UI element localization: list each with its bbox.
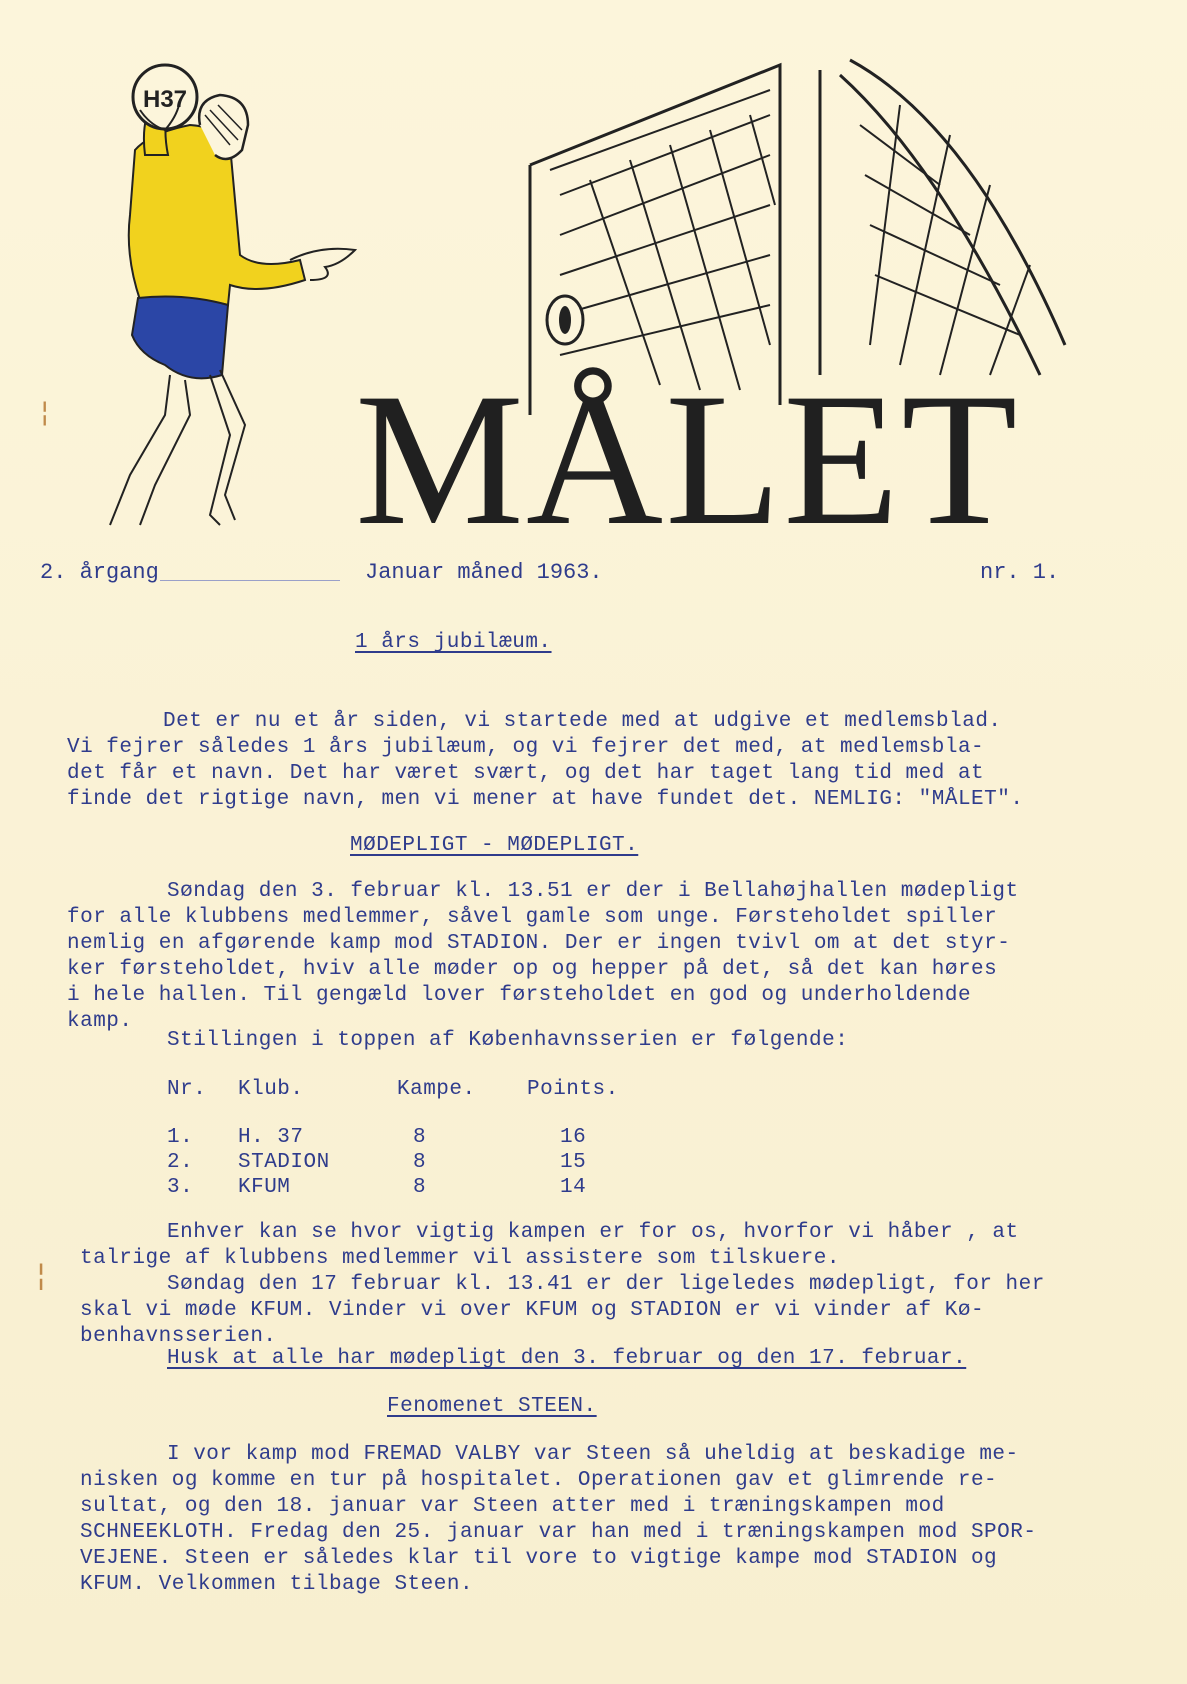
steen-heading: Fenomenet STEEN. <box>387 1395 597 1418</box>
jubilee-heading: 1 års jubilæum. <box>355 631 552 654</box>
masthead-title: MÅLET <box>355 355 1020 565</box>
steen-line: nisken og komme en tur på hospitalet. Operationen gav et glimrende re- <box>80 1469 998 1492</box>
ball-label: H37 <box>142 86 188 113</box>
table-header-club: Klub. <box>238 1078 304 1101</box>
attendance-line: for alle klubbens medlemmer, såvel gamle som unge. Førsteholdet spiller <box>67 906 998 929</box>
attendance-line: nemlig en afgørende kamp mod STADION. Der er ingen tvivl om at det styr- <box>67 932 1011 955</box>
table-cell: H. 37 <box>238 1126 304 1149</box>
player-shorts <box>132 297 228 379</box>
table-cell: 2. <box>167 1151 194 1174</box>
jubilee-line: Vi fejrer således 1 års jubilæum, og vi fejrer det med, at medlemsbla- <box>67 736 985 759</box>
attendance-followup-line: Enhver kan se hvor vigtig kampen er for os, hvorfor vi håber , at <box>167 1221 1019 1244</box>
attendance-heading: MØDEPLIGT - MØDEPLIGT. <box>350 834 639 857</box>
volume-label: 2. årgang <box>40 560 159 585</box>
handball-player-illustration <box>70 55 390 575</box>
attendance-line: kamp. <box>67 1010 133 1033</box>
standings-intro: Stillingen i toppen af Københavnsserien er følgende: <box>167 1029 849 1052</box>
header-rule <box>160 580 340 581</box>
attendance-line: ker førsteholdet, hviv alle møder op og hepper på det, så det kan høres <box>67 958 998 981</box>
table-header-nr: Nr. <box>167 1078 207 1101</box>
steen-line: SCHNEEKLOTH. Fredag den 25. januar var han med i træningskampen mod SPOR- <box>80 1521 1037 1544</box>
attendance-line: Søndag den 3. februar kl. 13.51 er der i Bellahøjhallen mødepligt <box>167 880 1019 903</box>
table-cell: 14 <box>560 1176 587 1199</box>
table-cell: 8 <box>413 1126 427 1149</box>
issue-number: nr. 1. <box>980 560 1060 585</box>
table-cell: 3. <box>167 1176 194 1199</box>
steen-line: VEJENE. Steen er således klar til vore to vigtige kampe mod STADION og <box>80 1547 998 1570</box>
table-cell: STADION <box>238 1151 330 1174</box>
jubilee-line: Det er nu et år siden, vi startede med at udgive et medlemsblad. <box>163 710 1002 733</box>
attendance-followup-line: benhavnsserien. <box>80 1325 277 1348</box>
table-header-points: Points. <box>527 1078 619 1101</box>
attendance-reminder: Husk at alle har mødepligt den 3. februar og den 17. februar. <box>167 1347 967 1370</box>
attendance-followup-line: talrige af klubbens medlemmer vil assistere som tilskuere. <box>80 1247 840 1270</box>
jubilee-line: det får et navn. Det har været svært, og det har taget lang tid med at <box>67 762 985 785</box>
steen-line: KFUM. Velkommen tilbage Steen. <box>80 1573 474 1596</box>
issue-date: Januar måned 1963. <box>365 560 603 585</box>
table-cell: KFUM <box>238 1176 291 1199</box>
table-cell: 8 <box>413 1151 427 1174</box>
steen-line: I vor kamp mod FREMAD VALBY var Steen så uheldig at beskadige me- <box>167 1443 1019 1466</box>
attendance-followup-line: skal vi møde KFUM. Vinder vi over KFUM og STADION er vi vinder af Kø- <box>80 1299 985 1322</box>
steen-line: sultat, og den 18. januar var Steen atter med i træningskampen mod <box>80 1495 945 1518</box>
margin-stain-mark: ¦ <box>36 1258 47 1293</box>
table-header-matches: Kampe. <box>397 1078 476 1101</box>
table-cell: 1. <box>167 1126 194 1149</box>
table-cell: 15 <box>560 1151 587 1174</box>
table-cell: 16 <box>560 1126 587 1149</box>
table-cell: 8 <box>413 1176 427 1199</box>
attendance-followup-line: Søndag den 17 februar kl. 13.41 er der ligeledes mødepligt, for her <box>167 1273 1045 1296</box>
jubilee-line: finde det rigtige navn, men vi mener at have fundet det. NEMLIG: "MÅLET". <box>67 788 1024 811</box>
attendance-line: i hele hallen. Til gengæld lover førsteholdet en god og underholdende <box>67 984 972 1007</box>
margin-stain-mark: ¦ <box>40 395 50 428</box>
